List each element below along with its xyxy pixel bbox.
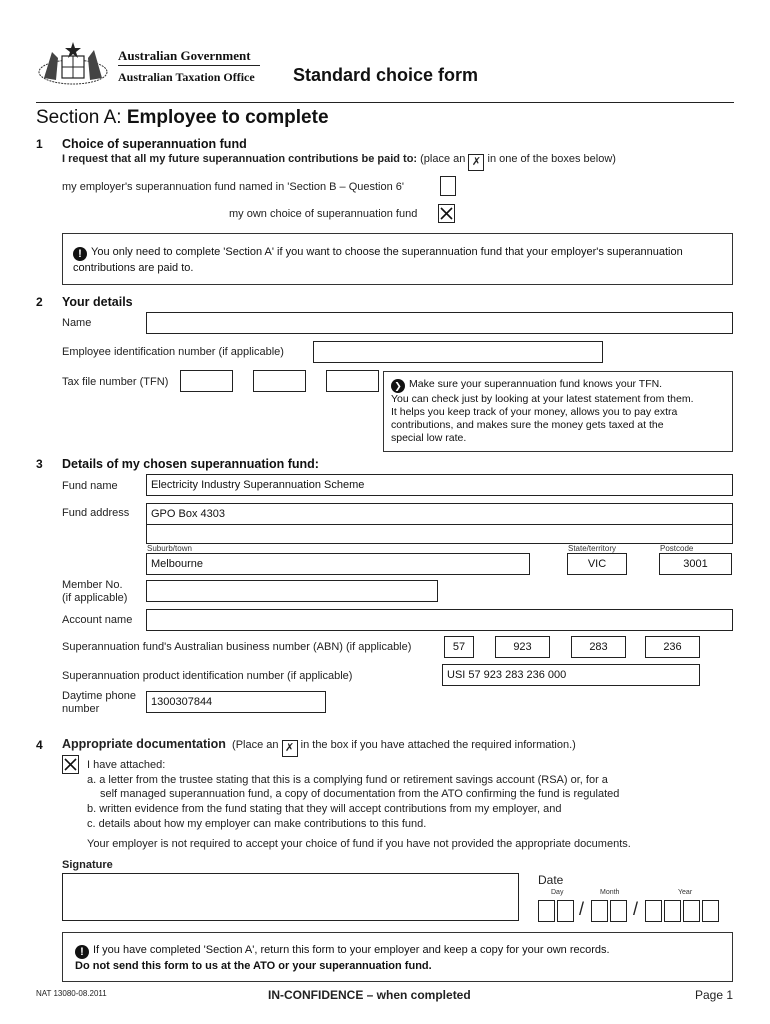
tfn-note-line: You can check just by looking at your latest statement from them. xyxy=(391,393,694,405)
member-label: Member No. (if applicable) xyxy=(62,579,128,604)
x-mark-example-icon: ✗ xyxy=(282,740,298,757)
q3-heading: Details of my chosen superannuation fund: xyxy=(62,457,319,471)
doc-item-a-line2: self managed superannuation fund, a copy of documentation from the ATO confirming the fund is regulated xyxy=(100,788,620,800)
date-year-digit-2[interactable] xyxy=(664,900,681,922)
doc-item-b: b. written evidence from the fund stating that they will accept contributions from my employer, and xyxy=(87,803,562,815)
q1-note-text: You only need to complete 'Section A' if you want to choose the superannuation fund that your employer's superannuation contributions are paid to. xyxy=(73,246,683,274)
name-input[interactable] xyxy=(146,312,733,334)
header-divider xyxy=(118,65,260,66)
q1-option1-label: my employer's superannuation fund named in 'Section B – Question 6' xyxy=(62,181,404,193)
phone-label: Daytime phone number xyxy=(62,690,136,715)
tfn-part1-input[interactable] xyxy=(180,370,233,392)
year-label: Year xyxy=(678,889,693,896)
q1-note-box xyxy=(62,233,733,285)
tfn-part2-input[interactable] xyxy=(253,370,306,392)
tfn-note-line: special low rate. xyxy=(391,432,467,444)
q3-number: 3 xyxy=(36,457,43,471)
exclamation-icon: ! xyxy=(75,945,89,959)
q2-number: 2 xyxy=(36,295,43,309)
q1-heading: Choice of superannuation fund xyxy=(62,137,247,151)
date-label: Date xyxy=(538,873,564,887)
form-code: NAT 13080-08.2011 xyxy=(36,989,107,998)
abn-part1-input[interactable]: 57 xyxy=(444,636,474,658)
doc-item-c: c. details about how my employer can make contributions to this fund. xyxy=(87,818,427,830)
postcode-label: Postcode xyxy=(660,544,694,553)
address-line1-input[interactable]: GPO Box 4303 xyxy=(146,503,733,525)
header-rule xyxy=(36,102,734,103)
state-input[interactable]: VIC xyxy=(567,553,627,575)
form-title: Standard choice form xyxy=(293,65,479,85)
date-month-digit-1[interactable] xyxy=(591,900,608,922)
spin-input[interactable]: USI 57 923 283 236 000 xyxy=(442,664,700,686)
x-mark-example-icon: ✗ xyxy=(468,154,484,171)
fund-name-input[interactable]: Electricity Industry Superannuation Scheme xyxy=(146,474,733,496)
signature-field[interactable] xyxy=(62,873,519,921)
state-label: State/territory xyxy=(568,544,617,553)
tfn-note-line: Make sure your superannuation fund knows your TFN. xyxy=(409,378,663,390)
exclamation-icon: ! xyxy=(73,247,87,261)
x-check-icon xyxy=(64,758,77,771)
q1-number: 1 xyxy=(36,137,43,151)
date-year-digit-4[interactable] xyxy=(702,900,719,922)
eid-input[interactable] xyxy=(313,341,603,363)
spin-label: Superannuation product identification number (if applicable) xyxy=(62,670,353,682)
tfn-label: Tax file number (TFN) xyxy=(62,376,169,388)
tfn-note-box xyxy=(383,371,733,452)
return-note-line2: Do not send this form to us at the ATO or your superannuation fund. xyxy=(75,960,432,972)
abn-label: Superannuation fund's Australian business number (ABN) (if applicable) xyxy=(62,641,412,653)
phone-input[interactable]: 1300307844 xyxy=(146,691,326,713)
employer-fund-checkbox[interactable] xyxy=(440,176,456,196)
date-slash: / xyxy=(633,899,639,919)
ato-crest-logo xyxy=(34,38,112,88)
month-label: Month xyxy=(600,889,620,896)
gov-line2: Australian Taxation Office xyxy=(118,70,255,84)
not-required-note: Your employer is not required to accept your choice of fund if you have not provided the appropriate documents. xyxy=(87,838,631,850)
suburb-input[interactable]: Melbourne xyxy=(146,553,530,575)
attached-label: I have attached: xyxy=(87,759,166,771)
return-note-line1: If you have completed 'Section A', return this form to your employer and keep a copy for your own records. xyxy=(93,944,610,956)
q1-option2-label: my own choice of superannuation fund xyxy=(229,208,418,220)
abn-part3-input[interactable]: 283 xyxy=(571,636,626,658)
tfn-note-line: It helps you keep track of your money, allows you to pay extra xyxy=(391,406,678,418)
q1-request: I request that all my future superannuation contributions be paid to: (place an ✗ in one of the boxes below) xyxy=(62,153,616,171)
account-name-input[interactable] xyxy=(146,609,733,631)
q4-number: 4 xyxy=(36,738,43,752)
gov-line1: Australian Government xyxy=(118,48,251,63)
tfn-part3-input[interactable] xyxy=(326,370,379,392)
abn-part2-input[interactable]: 923 xyxy=(495,636,550,658)
eid-label: Employee identification number (if applicable) xyxy=(62,346,284,358)
doc-item-a-line1: a. a letter from the trustee stating that this is a complying fund or retirement savings account (RSA) or, for a xyxy=(87,774,608,786)
date-day-digit-1[interactable] xyxy=(538,900,555,922)
tfn-note-line: contributions, and makes sure the money gets taxed at the xyxy=(391,419,664,431)
confidential-notice: IN-CONFIDENCE – when completed xyxy=(268,988,471,1002)
name-label: Name xyxy=(62,317,92,329)
signature-label: Signature xyxy=(62,859,113,871)
abn-part4-input[interactable]: 236 xyxy=(645,636,700,658)
section-a-heading: Section A: Employee to complete xyxy=(36,107,329,128)
member-number-input[interactable] xyxy=(146,580,438,602)
date-slash: / xyxy=(579,899,585,919)
date-month-digit-2[interactable] xyxy=(610,900,627,922)
day-label: Day xyxy=(551,889,564,896)
q2-heading: Your details xyxy=(62,295,133,309)
own-choice-checkbox[interactable] xyxy=(438,204,455,223)
account-name-label: Account name xyxy=(62,614,133,626)
date-year-digit-1[interactable] xyxy=(645,900,662,922)
arrow-right-icon: ❯ xyxy=(391,379,405,393)
address-line2-input[interactable] xyxy=(146,524,733,544)
suburb-label: Suburb/town xyxy=(147,544,192,553)
fund-name-label: Fund name xyxy=(62,480,118,492)
date-day-digit-2[interactable] xyxy=(557,900,574,922)
postcode-input[interactable]: 3001 xyxy=(659,553,732,575)
x-check-icon xyxy=(440,207,453,220)
documents-attached-checkbox[interactable] xyxy=(62,755,79,774)
return-note-box xyxy=(62,932,733,982)
page-number: Page 1 xyxy=(695,988,734,1002)
date-year-digit-3[interactable] xyxy=(683,900,700,922)
q4-heading-row: Appropriate documentation (Place an ✗ in the box if you have attached the required information.) xyxy=(62,737,576,757)
fund-address-label: Fund address xyxy=(62,507,130,519)
